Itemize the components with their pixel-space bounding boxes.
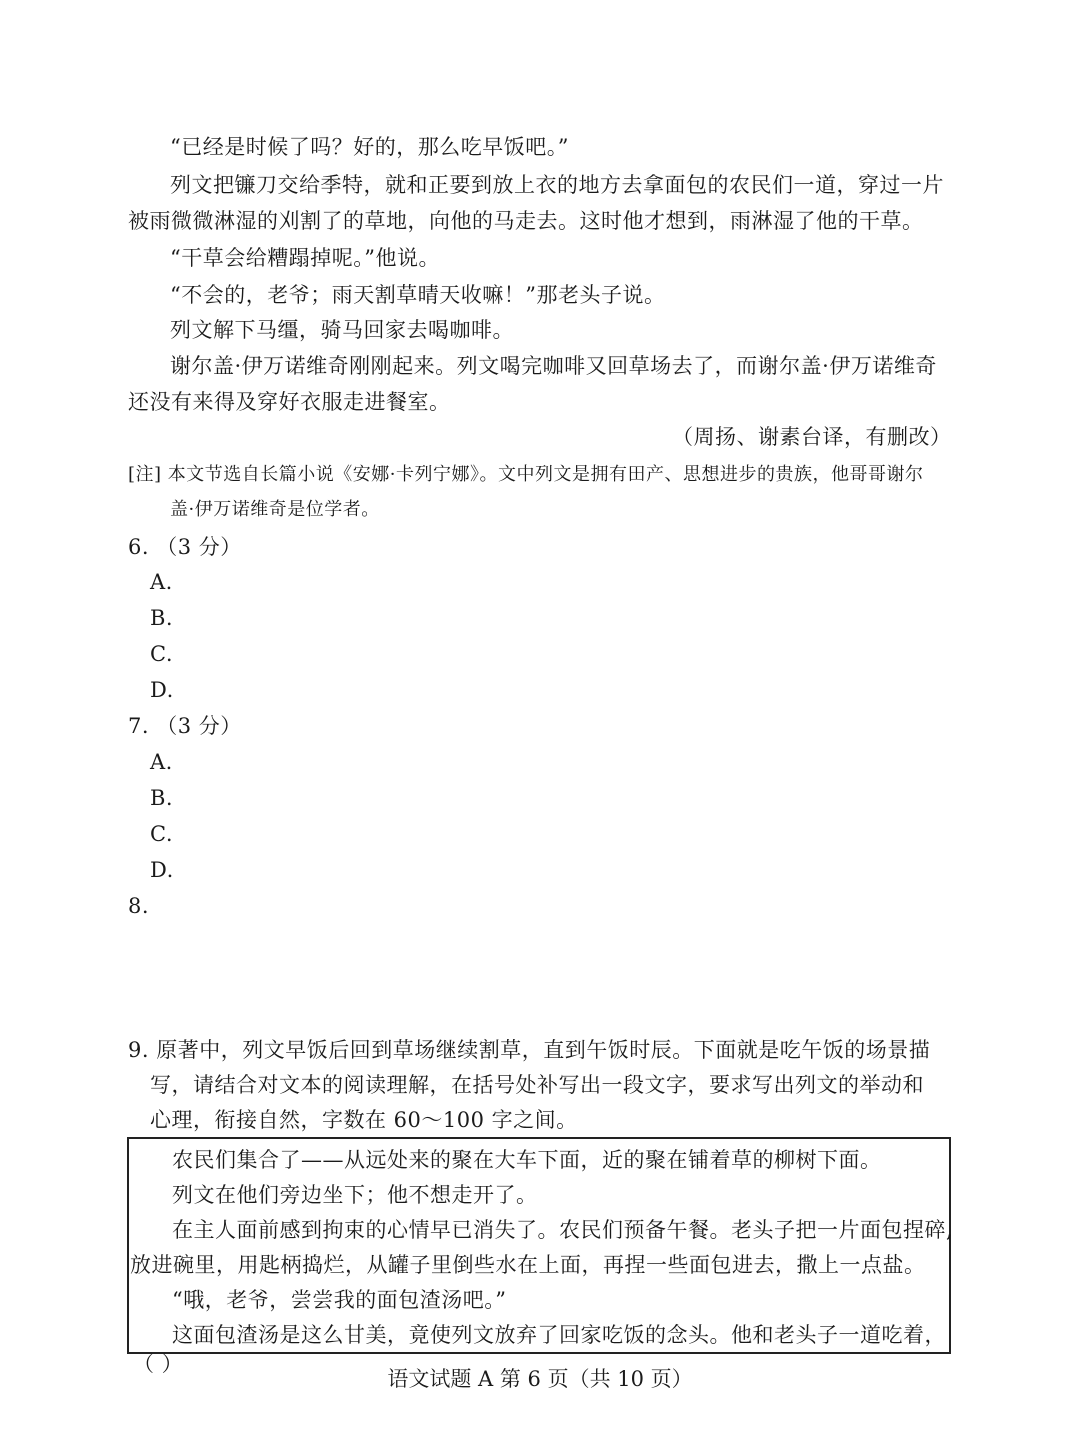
passage-line: “不会的，老爷；雨天割草晴天收嘛！”那老头子说。: [170, 283, 666, 307]
answer-blank-parentheses[interactable]: （ ）: [133, 1352, 184, 1376]
passage-line: 列文解下马缰，骑马回家去喝咖啡。: [170, 318, 514, 342]
box-line: 农民们集合了——从远处来的聚在大车下面，近的聚在铺着草的柳树下面。: [172, 1148, 882, 1172]
box-line: 这面包渣汤是这么甘美，竟使列文放弃了回家吃饭的念头。他和老头子一道吃着，: [172, 1323, 946, 1347]
box-line: 列文在他们旁边坐下；他不想走开了。: [172, 1183, 538, 1207]
question-6-option-c: C.: [150, 642, 173, 666]
question-7-option-c: C.: [150, 822, 173, 846]
passage-line: 还没有来得及穿好衣服走进餐室。: [128, 390, 451, 414]
question-9-line: 9. 原著中，列文早饭后回到草场继续割草，直到午饭时辰。下面就是吃午饭的场景描: [128, 1038, 931, 1062]
question-6-option-d: D.: [150, 678, 174, 702]
question-7-option-b: B.: [150, 786, 174, 810]
box-line: “哦，老爷，尝尝我的面包渣汤吧。”: [172, 1288, 507, 1312]
passage-line: “干草会给糟蹋掉呢。”他说。: [170, 246, 440, 270]
question-6-option-b: B.: [150, 606, 174, 630]
passage-line: 被雨微微淋湿的刈割了的草地，向他的马走去。这时他才想到，雨淋湿了他的干草。: [128, 209, 924, 233]
passage-line: 谢尔盖·伊万诺维奇刚刚起来。列文喝完咖啡又回草场去了，而谢尔盖·伊万诺维奇: [170, 354, 937, 378]
passage-line: “已经是时候了吗？好的，那么吃早饭吧。”: [170, 135, 569, 159]
page-footer: 语文试题 A 第 6 页（共 10 页）: [387, 1367, 693, 1391]
question-7-label: 7. （3 分）: [128, 714, 242, 738]
note-line: 盖·伊万诺维奇是位学者。: [170, 499, 380, 520]
question-6-option-a: A.: [150, 570, 173, 594]
excerpt-box: [127, 1137, 954, 1376]
question-7-option-d: D.: [150, 858, 174, 882]
box-line: 放进碗里，用匙柄捣烂，从罐子里倒些水在上面，再捏一些面包进去，撒上一点盐。: [130, 1253, 926, 1277]
question-6-label: 6. （3 分）: [128, 535, 242, 559]
question-9-line: 心理，衔接自然，字数在 60～100 字之间。: [150, 1108, 578, 1132]
question-7-option-a: A.: [150, 750, 173, 774]
passage-attribution: （周扬、谢素台译，有删改）: [672, 425, 952, 449]
question-9-line: 写，请结合对文本的阅读理解，在括号处补写出一段文字，要求写出列文的举动和: [150, 1073, 924, 1097]
passage-line: 列文把镰刀交给季特，就和正要到放上衣的地方去拿面包的农民们一道，穿过一片: [170, 173, 944, 197]
note-line: [注] 本文节选自长篇小说《安娜·卡列宁娜》。文中列文是拥有田产、思想进步的贵族，他哥哥谢尔: [128, 464, 924, 485]
box-line: 在主人面前感到拘束的心情早已消失了。农民们预备午餐。老头子把一片面包捏碎,: [172, 1218, 954, 1242]
question-8-label: 8.: [128, 894, 150, 918]
